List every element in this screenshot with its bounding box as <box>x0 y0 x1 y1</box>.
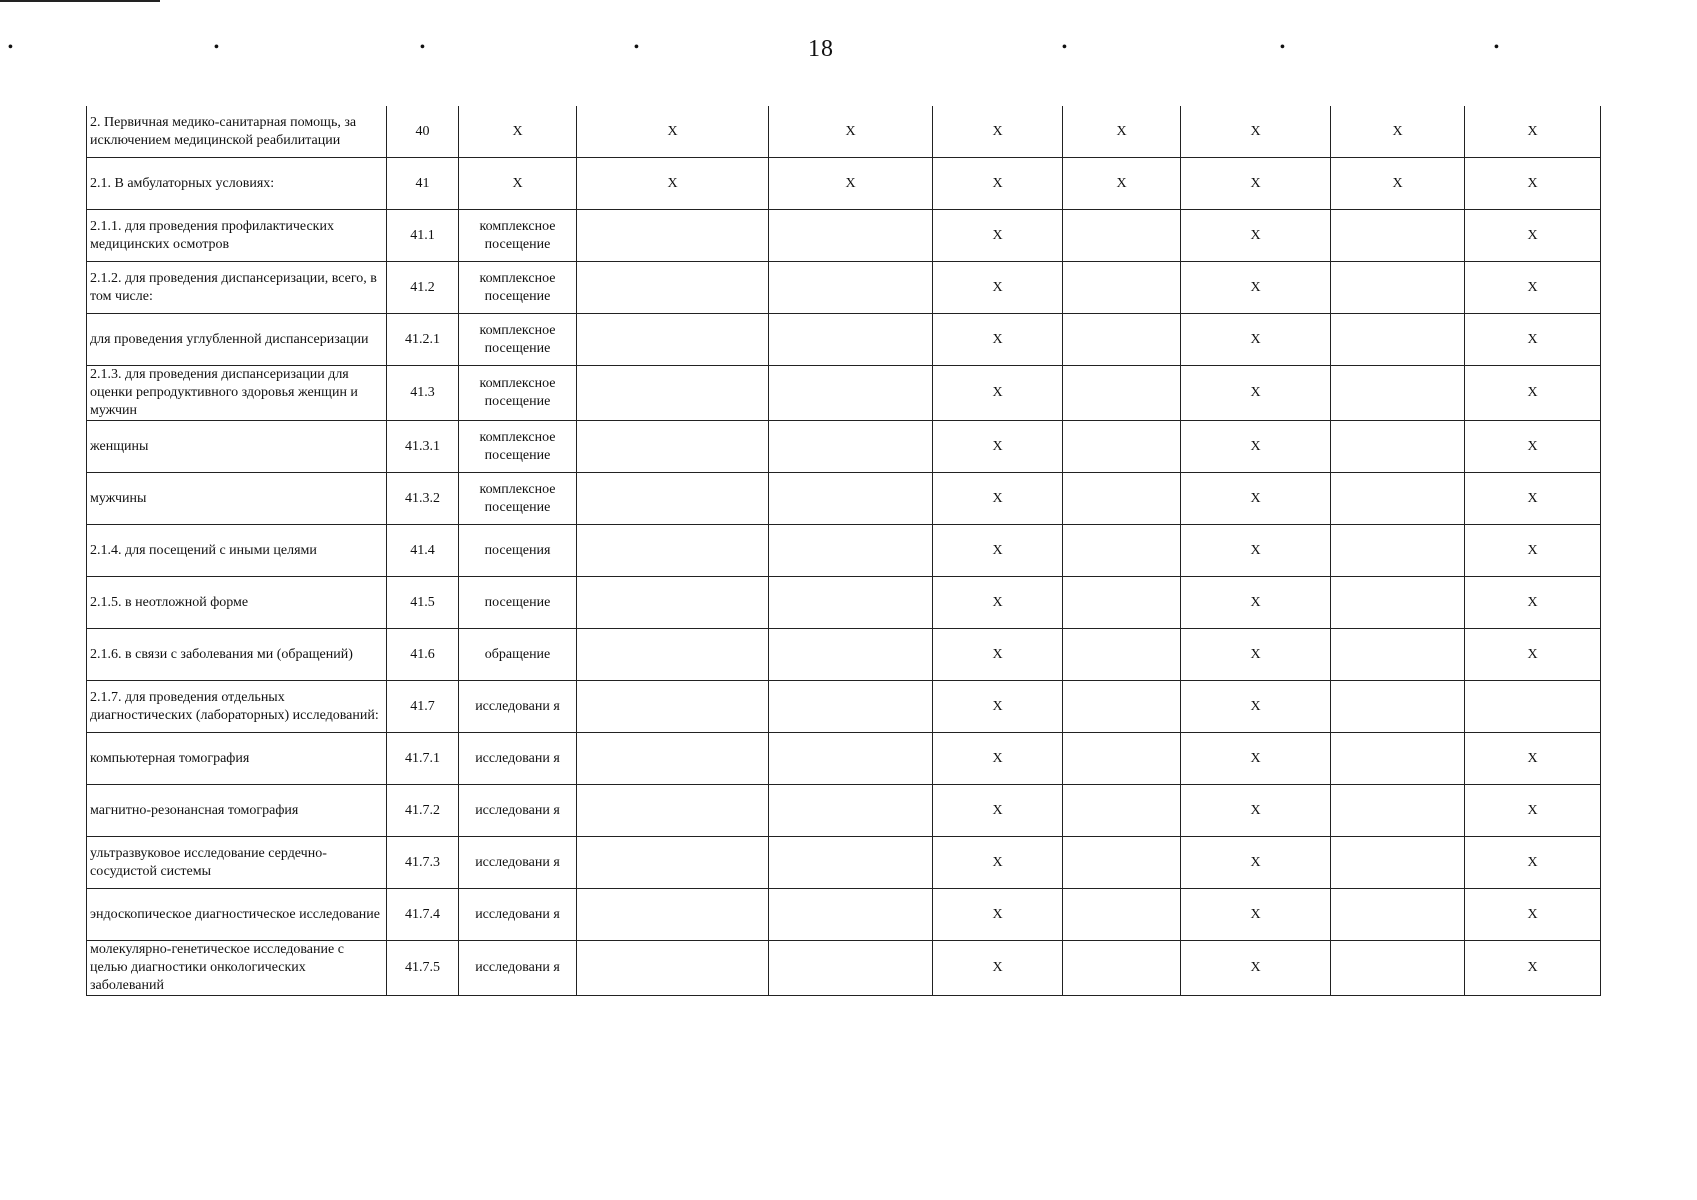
cell-mark: Х <box>933 314 1063 366</box>
cell-mark <box>577 366 769 421</box>
cell-mark <box>1331 941 1465 996</box>
row-code: 41.3 <box>387 366 459 421</box>
cell-mark <box>1331 733 1465 785</box>
table-row <box>87 314 1601 366</box>
row-unit: посещение <box>459 577 577 629</box>
cell-mark <box>1465 681 1601 733</box>
table-row <box>87 210 1601 262</box>
scan-dot: • <box>1280 40 1285 55</box>
table-row <box>87 473 1601 525</box>
cell-mark: Х <box>933 421 1063 473</box>
page-number: 18 <box>808 36 834 62</box>
cell-mark: Х <box>933 106 1063 158</box>
cell-mark <box>577 473 769 525</box>
scan-dot: • <box>1494 40 1499 55</box>
cell-mark: Х <box>1465 733 1601 785</box>
table-row <box>87 106 1601 158</box>
cell-mark <box>1331 837 1465 889</box>
cell-mark: Х <box>769 158 933 210</box>
cell-mark <box>577 941 769 996</box>
cell-mark: Х <box>1063 106 1181 158</box>
cell-mark <box>577 629 769 681</box>
cell-mark: Х <box>1181 525 1331 577</box>
cell-mark: Х <box>1465 577 1601 629</box>
row-unit: исследовани я <box>459 941 577 996</box>
table-row <box>87 941 1601 996</box>
services-table <box>86 106 1601 996</box>
row-unit: комплексное посещение <box>459 262 577 314</box>
table-row <box>87 525 1601 577</box>
cell-mark: Х <box>1181 785 1331 837</box>
cell-mark <box>1331 421 1465 473</box>
row-label: магнитно-резонансная томография <box>87 785 387 837</box>
row-code: 41.3.2 <box>387 473 459 525</box>
cell-mark: Х <box>933 889 1063 941</box>
table-row <box>87 889 1601 941</box>
cell-mark: Х <box>1181 629 1331 681</box>
table-row <box>87 733 1601 785</box>
cell-mark: Х <box>1181 837 1331 889</box>
row-label: 2.1.1. для проведения профилактических медицинских осмотров <box>87 210 387 262</box>
cell-mark: Х <box>1331 158 1465 210</box>
table-row <box>87 366 1601 421</box>
table-row <box>87 681 1601 733</box>
cell-mark <box>1063 733 1181 785</box>
cell-mark <box>1063 525 1181 577</box>
cell-mark <box>769 629 933 681</box>
row-code: 41.7.5 <box>387 941 459 996</box>
cell-mark: Х <box>1465 629 1601 681</box>
cell-mark <box>769 681 933 733</box>
cell-mark: Х <box>933 262 1063 314</box>
cell-mark <box>577 785 769 837</box>
cell-mark: Х <box>1465 421 1601 473</box>
cell-mark: Х <box>1465 785 1601 837</box>
cell-mark: Х <box>1181 941 1331 996</box>
cell-mark: Х <box>1181 158 1331 210</box>
cell-mark: Х <box>1181 421 1331 473</box>
row-label: ультразвуковое исследование сердечно-сосудистой системы <box>87 837 387 889</box>
cell-mark: Х <box>1181 473 1331 525</box>
cell-mark <box>1063 629 1181 681</box>
cell-mark <box>577 210 769 262</box>
cell-mark <box>1331 577 1465 629</box>
cell-mark <box>1331 314 1465 366</box>
row-code: 40 <box>387 106 459 158</box>
cell-mark <box>769 421 933 473</box>
cell-mark: Х <box>1181 366 1331 421</box>
cell-mark <box>1063 837 1181 889</box>
cell-mark: Х <box>933 941 1063 996</box>
row-label: для проведения углубленной диспансеризации <box>87 314 387 366</box>
cell-mark <box>1063 314 1181 366</box>
row-unit: посещения <box>459 525 577 577</box>
cell-mark <box>1063 577 1181 629</box>
table-row <box>87 421 1601 473</box>
row-label: компьютерная томография <box>87 733 387 785</box>
row-label: молекулярно-генетическое исследование с целью диагностики онкологических заболеваний <box>87 941 387 996</box>
row-label: женщины <box>87 421 387 473</box>
cell-mark: Х <box>1465 837 1601 889</box>
cell-mark: Х <box>1181 106 1331 158</box>
row-label: 2.1.6. в связи с заболевания ми (обращений) <box>87 629 387 681</box>
row-unit: Х <box>459 158 577 210</box>
scan-artifact-line <box>0 0 160 2</box>
cell-mark <box>577 889 769 941</box>
cell-mark: Х <box>1181 577 1331 629</box>
cell-mark: Х <box>1465 525 1601 577</box>
cell-mark: Х <box>577 106 769 158</box>
row-label: 2.1.2. для проведения диспансеризации, всего, в том числе: <box>87 262 387 314</box>
row-label: 2.1. В амбулаторных условиях: <box>87 158 387 210</box>
cell-mark <box>1063 262 1181 314</box>
row-label: 2.1.7. для проведения отдельных диагностических (лабораторных) исследований: <box>87 681 387 733</box>
cell-mark <box>1063 421 1181 473</box>
cell-mark <box>769 941 933 996</box>
cell-mark <box>1063 889 1181 941</box>
cell-mark <box>1063 366 1181 421</box>
row-unit: исследовани я <box>459 837 577 889</box>
row-code: 41.7.4 <box>387 889 459 941</box>
cell-mark <box>769 785 933 837</box>
row-code: 41.4 <box>387 525 459 577</box>
table-row <box>87 629 1601 681</box>
cell-mark <box>1331 525 1465 577</box>
cell-mark <box>769 837 933 889</box>
row-label: 2.1.4. для посещений с иными целями <box>87 525 387 577</box>
row-code: 41.7.3 <box>387 837 459 889</box>
cell-mark <box>1331 262 1465 314</box>
cell-mark <box>1063 941 1181 996</box>
cell-mark: Х <box>577 158 769 210</box>
scan-dot: • <box>420 40 425 55</box>
cell-mark <box>577 525 769 577</box>
cell-mark <box>577 262 769 314</box>
row-code: 41.7 <box>387 681 459 733</box>
scan-dot: • <box>1062 40 1067 55</box>
scan-dot: • <box>8 40 13 55</box>
cell-mark: Х <box>1465 941 1601 996</box>
cell-mark: Х <box>933 837 1063 889</box>
row-label: эндоскопическое диагностическое исследование <box>87 889 387 941</box>
cell-mark: Х <box>1465 262 1601 314</box>
table-row <box>87 837 1601 889</box>
cell-mark: Х <box>933 733 1063 785</box>
cell-mark: Х <box>1465 210 1601 262</box>
row-code: 41 <box>387 158 459 210</box>
cell-mark <box>769 473 933 525</box>
cell-mark <box>769 525 933 577</box>
cell-mark: Х <box>933 366 1063 421</box>
cell-mark: Х <box>933 525 1063 577</box>
cell-mark: Х <box>1181 733 1331 785</box>
cell-mark: Х <box>933 785 1063 837</box>
cell-mark <box>1331 889 1465 941</box>
cell-mark: Х <box>1181 210 1331 262</box>
cell-mark <box>1063 785 1181 837</box>
table-row <box>87 785 1601 837</box>
cell-mark <box>577 577 769 629</box>
cell-mark: Х <box>1181 889 1331 941</box>
cell-mark: Х <box>933 681 1063 733</box>
row-label: 2.1.3. для проведения диспансеризации для оценки репродуктивного здоровья женщин и мужчин <box>87 366 387 421</box>
cell-mark: Х <box>1465 366 1601 421</box>
cell-mark: Х <box>933 210 1063 262</box>
cell-mark <box>577 837 769 889</box>
row-unit: исследовани я <box>459 681 577 733</box>
cell-mark <box>769 210 933 262</box>
cell-mark <box>1331 366 1465 421</box>
cell-mark: Х <box>933 577 1063 629</box>
cell-mark: Х <box>1181 314 1331 366</box>
row-code: 41.7.2 <box>387 785 459 837</box>
row-code: 41.1 <box>387 210 459 262</box>
row-code: 41.5 <box>387 577 459 629</box>
row-label: мужчины <box>87 473 387 525</box>
cell-mark <box>577 681 769 733</box>
table-row <box>87 262 1601 314</box>
cell-mark: Х <box>1465 106 1601 158</box>
row-unit: комплексное посещение <box>459 210 577 262</box>
cell-mark <box>769 262 933 314</box>
cell-mark <box>1331 629 1465 681</box>
cell-mark <box>769 314 933 366</box>
cell-mark: Х <box>1465 889 1601 941</box>
cell-mark: Х <box>1181 262 1331 314</box>
row-code: 41.6 <box>387 629 459 681</box>
cell-mark <box>1331 785 1465 837</box>
scan-dot: • <box>634 40 639 55</box>
row-unit: Х <box>459 106 577 158</box>
table-row <box>87 158 1601 210</box>
scan-dot: • <box>214 40 219 55</box>
cell-mark <box>769 366 933 421</box>
cell-mark: Х <box>1465 314 1601 366</box>
cell-mark: Х <box>1331 106 1465 158</box>
cell-mark <box>769 889 933 941</box>
row-unit: обращение <box>459 629 577 681</box>
row-unit: исследовани я <box>459 889 577 941</box>
row-unit: комплексное посещение <box>459 366 577 421</box>
row-code: 41.3.1 <box>387 421 459 473</box>
table-row <box>87 577 1601 629</box>
row-unit: комплексное посещение <box>459 314 577 366</box>
row-code: 41.7.1 <box>387 733 459 785</box>
row-code: 41.2.1 <box>387 314 459 366</box>
row-code: 41.2 <box>387 262 459 314</box>
cell-mark <box>577 314 769 366</box>
table-body <box>87 106 1601 996</box>
cell-mark <box>577 733 769 785</box>
cell-mark: Х <box>1063 158 1181 210</box>
cell-mark: Х <box>1465 158 1601 210</box>
cell-mark <box>769 733 933 785</box>
row-label: 2.1.5. в неотложной форме <box>87 577 387 629</box>
cell-mark: Х <box>1465 473 1601 525</box>
row-unit: комплексное посещение <box>459 473 577 525</box>
cell-mark <box>1063 681 1181 733</box>
cell-mark: Х <box>933 629 1063 681</box>
cell-mark <box>1063 473 1181 525</box>
row-unit: комплексное посещение <box>459 421 577 473</box>
cell-mark: Х <box>769 106 933 158</box>
cell-mark <box>1331 210 1465 262</box>
cell-mark <box>769 577 933 629</box>
cell-mark: Х <box>933 158 1063 210</box>
row-unit: исследовани я <box>459 733 577 785</box>
row-unit: исследовани я <box>459 785 577 837</box>
cell-mark <box>1331 473 1465 525</box>
cell-mark <box>1331 681 1465 733</box>
cell-mark: Х <box>933 473 1063 525</box>
cell-mark <box>577 421 769 473</box>
row-label: 2. Первичная медико-санитарная помощь, за исключением медицинской реабилитации <box>87 106 387 158</box>
cell-mark <box>1063 210 1181 262</box>
cell-mark: Х <box>1181 681 1331 733</box>
